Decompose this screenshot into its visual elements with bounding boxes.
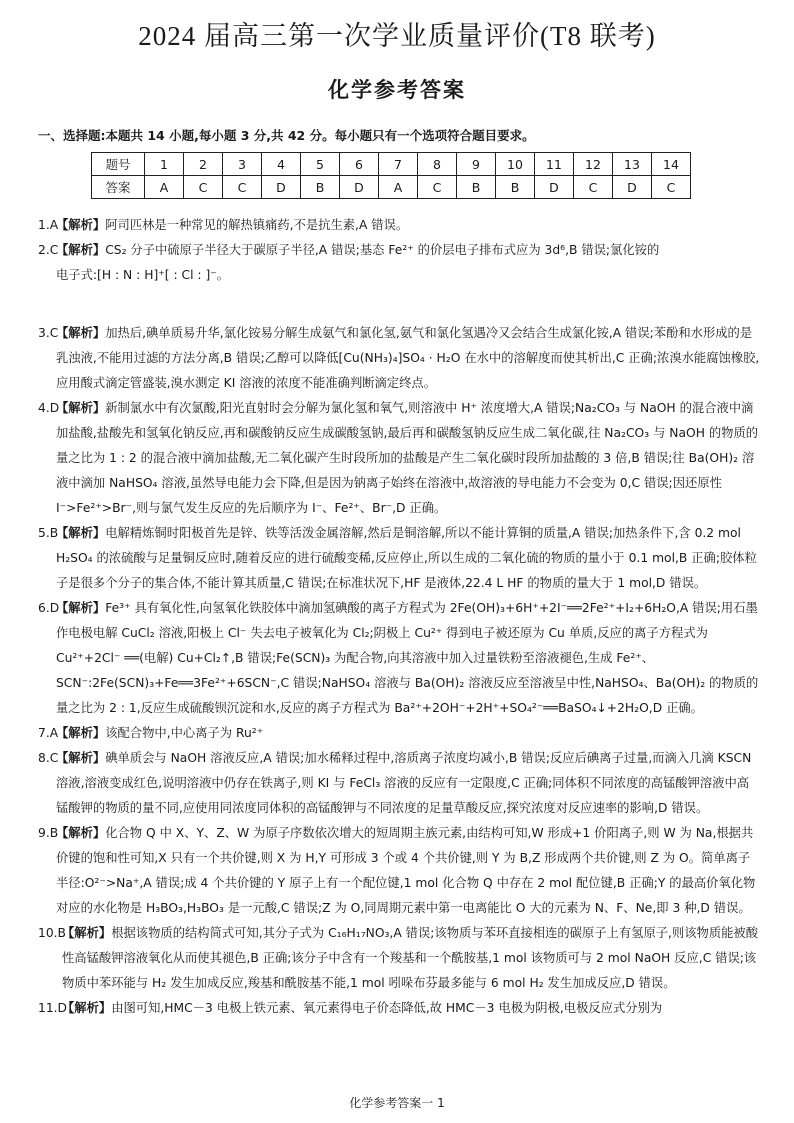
analysis-tag: 【解析】: [56, 751, 106, 765]
analysis-tag: 【解析】: [56, 726, 106, 740]
item-text: 新制氯水中有次氯酸,阳光直射时会分解为氯化氢和氧气,则溶液中 H⁺ 浓度增大,A 错误;Na₂CO₃ 与 NaOH 的混合液中滴加盐酸,盐酸先和氢氧化钠反应,再和碳酸钠反应生成碳酸氢钠,最后再和碳酸氢钠反应生成二氧化碳,往 Na₂CO₃ 与 NaOH 的物质的量之比为 1 : 2 的混合液中滴加盐酸,无二氧化碳产生时段所加的盐酸是产生二氧化碳时段所加盐酸的 3 倍,B 错误;往 Ba(OH)₂ 溶液中滴加 NaHSO₄ 溶液,虽然导电能力会下降,但是因为钠离子始终在溶液中,故溶液的导电能力不会变为 0,C 错误;因还原性 I⁻>Fe²⁺>Br⁻,则与氯气发生反应的先后顺序为 I⁻、Fe²⁺、Br⁻,D 正确。: [56, 401, 759, 515]
page-title: 2024 届高三第一次学业质量评价(T8 联考): [138, 21, 656, 51]
section-heading: 一、选择题:本题共 14 小题,每小题 3 分,共 42 分。每小题只有一个选项符合题目要求。: [38, 128, 535, 143]
explanation-item: [38, 821, 760, 921]
explanation-item: [38, 213, 760, 238]
explanation-item: [38, 996, 760, 1021]
answer-row: [92, 176, 691, 199]
item-number: 2.C: [38, 243, 59, 257]
analysis-tag: 【解析】: [56, 401, 106, 415]
number-cell: 4: [262, 153, 301, 176]
analysis-tag: 【解析】: [62, 926, 112, 940]
answer-cell: C: [652, 176, 691, 199]
page-subtitle: 化学参考答案: [328, 78, 466, 102]
number-cell: 2: [184, 153, 223, 176]
analysis-tag: 【解析】: [62, 1001, 112, 1015]
item-text: 该配合物中,中心离子为 Ru²⁺: [105, 726, 264, 740]
analysis-tag: 【解析】: [56, 826, 106, 840]
answer-cell: D: [535, 176, 574, 199]
item-text: 根据该物质的结构简式可知,其分子式为 C₁₆H₁₇NO₃,A 错误;该物质与苯环直接相连的碳原子上有氢原子,则该物质能被酸性高锰酸钾溶液氧化从而使其褪色,B 正确;该分子中含有一个羧基和一个酰胺基,1 mol 该物质可与 2 mol NaOH 反应,C 错误;该物质中苯环能与 H₂ 发生加成反应,羧基和酰胺基不能,1 mol 吲哚布芬最多能与 6 mol H₂ 发生加成反应,D 错误。: [62, 926, 759, 990]
answer-cell: A: [145, 176, 184, 199]
item-text: 电子式:[H : N : H]⁺[ : Cl : ]⁻。: [56, 268, 230, 282]
number-cell: 6: [340, 153, 379, 176]
item-text: 电解精炼铜时阳极首先是锌、铁等活泼金属溶解,然后是铜溶解,所以不能计算铜的质量,A 错误;加热条件下,含 0.2 mol H₂SO₄ 的浓硫酸与足量铜反应时,随着反应的进行硫酸变稀,反应停止,所以生成的二氧化硫的物质的量小于 0.1 mol,B 正确;胶体粒子是很多个分子的集合体,不能计算其质量,C 错误;在标准状况下,HF 是液体,22.4 L HF 的物质的量大于 1 mol,D 错误。: [56, 526, 757, 590]
number-cell: 10: [496, 153, 535, 176]
item-number: 6.D: [38, 601, 60, 615]
number-cell: 3: [223, 153, 262, 176]
item-text: 由图可知,HMC－3 电极上铁元素、氧元素得电子价态降低,故 HMC－3 电极为阴极,电极反应式分别为: [111, 1001, 663, 1015]
analysis-tag: 【解析】: [56, 601, 106, 615]
answer-cell: D: [613, 176, 652, 199]
question-number-row: [92, 153, 691, 176]
answer-table: [91, 152, 691, 199]
item-number: 7.A: [38, 726, 59, 740]
item-number: 11.D: [38, 1001, 68, 1015]
answer-cell: B: [301, 176, 340, 199]
answer-cell: C: [223, 176, 262, 199]
number-cell: 8: [418, 153, 457, 176]
explanation-item: [38, 746, 760, 821]
item-text: Fe³⁺ 具有氧化性,向氢氧化铁胶体中滴加氢碘酸的离子方程式为 2Fe(OH)₃+6H⁺+2I⁻══2Fe²⁺+I₂+6H₂O,A 错误;用石墨作电极电解 CuCl₂ 溶液,阳极上 Cl⁻ 失去电子被氧化为 Cl₂;阴极上 Cu²⁺ 得到电子被还原为 Cu 单质,反应的离子方程式为 Cu²⁺+2Cl⁻ ══(电解) Cu+Cl₂↑,B 错误;Fe(SCN)₃ 为配合物,向其溶液中加入过量铁粉至溶液褪色,生成 Fe²⁺、SCN⁻:2Fe(SCN)₃+Fe══3Fe²⁺+6SCN⁻,C 错误;NaHSO₄ 溶液与 Ba(OH)₂ 溶液反应至溶液呈中性,NaHSO₄、Ba(OH)₂ 的物质的量之比为 2 : 1,反应生成硫酸钡沉淀和水,反应的离子方程式为 Ba²⁺+2OH⁻+2H⁺+SO₄²⁻══BaSO₄↓+2H₂O,D 正确。: [56, 601, 759, 715]
explanation-item: [38, 921, 760, 996]
item-text: 阿司匹林是一种常见的解热镇痛药,不是抗生素,A 错误。: [105, 218, 409, 232]
row-label: 答案: [92, 176, 145, 199]
explanation-item: [38, 721, 760, 746]
item-number: 8.C: [38, 751, 59, 765]
number-cell: 1: [145, 153, 184, 176]
number-cell: 14: [652, 153, 691, 176]
answer-cell: D: [340, 176, 379, 199]
answer-cell: B: [457, 176, 496, 199]
item-number: 10.B: [38, 926, 66, 940]
explanation-item: [38, 238, 760, 263]
item-number: 3.C: [38, 326, 59, 340]
item-text: 碘单质会与 NaOH 溶液反应,A 错误;加水稀释过程中,溶质离子浓度均减小,B 错误;反应后碘离子过量,而滴入几滴 KSCN 溶液,溶液变成红色,说明溶液中仍存在铁离子,则 KI 与 FeCl₃ 溶液的反应有一定限度,C 正确;同体积不同浓度的高锰酸钾溶液中高锰酸钾的物质的量不同,应使用同浓度同体积的高锰酸钾与不同浓度的足量草酸反应,探究浓度对反应速率的影响,D 错误。: [56, 751, 752, 815]
number-cell: 9: [457, 153, 496, 176]
answer-cell: C: [574, 176, 613, 199]
item-number: 5.B: [38, 526, 59, 540]
analysis-tag: 【解析】: [56, 526, 106, 540]
item-text: CS₂ 分子中硫原子半径大于碳原子半径,A 错误;基态 Fe²⁺ 的价层电子排布式应为 3d⁶,B 错误;氯化铵的: [105, 243, 660, 257]
item-number: 4.D: [38, 401, 60, 415]
explanations: [38, 213, 760, 1021]
item-text: 加热后,碘单质易升华,氯化铵易分解生成氨气和氯化氢,氨气和氯化氢遇冷又会结合生成氯化铵,A 错误;苯酚和水形成的是乳浊液,不能用过滤的方法分离,B 错误;乙醇可以降低[Cu(NH₃)₄]SO₄ · H₂O 在水中的溶解度而使其析出,C 正确;浓溴水能腐蚀橡胶,应用酸式滴定管盛装,溴水测定 KI 溶液的浓度不能准确判断滴定终点。: [56, 326, 760, 390]
number-cell: 12: [574, 153, 613, 176]
answer-cell: A: [379, 176, 418, 199]
answer-cell: B: [496, 176, 535, 199]
item-number: 9.B: [38, 826, 59, 840]
item-number: 1.A: [38, 218, 59, 232]
analysis-tag: 【解析】: [56, 326, 106, 340]
answer-cell: C: [418, 176, 457, 199]
number-cell: 11: [535, 153, 574, 176]
page-footer: 化学参考答案一 1: [349, 1096, 445, 1110]
explanation-item: [38, 321, 760, 396]
explanation-item: [38, 521, 760, 596]
explanation-item: [38, 596, 760, 721]
answer-cell: D: [262, 176, 301, 199]
explanation-item: [38, 396, 760, 521]
electron-formula-line: [38, 263, 760, 321]
number-cell: 5: [301, 153, 340, 176]
number-cell: 7: [379, 153, 418, 176]
number-cell: 13: [613, 153, 652, 176]
analysis-tag: 【解析】: [56, 218, 106, 232]
row-label: 题号: [92, 153, 145, 176]
answer-cell: C: [184, 176, 223, 199]
item-text: 化合物 Q 中 X、Y、Z、W 为原子序数依次增大的短周期主族元素,由结构可知,W 形成+1 价阳离子,则 W 为 Na,根据共价键的饱和性可知,X 只有一个共价键,则 X 为 H,Y 可形成 3 个或 4 个共价键,则 Y 为 B,Z 形成两个共价键,则 Z 为 O。简单离子半径:O²⁻>Na⁺,A 错误;成 4 个共价键的 Y 原子上有一个配位键,1 mol 化合物 Q 中存在 2 mol 配位键,B 正确;Y 的最高价氧化物对应的水化物是 H₃BO₃,H₃BO₃ 是一元酸,C 错误;Z 为 O,同周期元素中第一电离能比 O 大的元素为 N、F、Ne,即 3 种,D 错误。: [56, 826, 756, 915]
analysis-tag: 【解析】: [56, 243, 106, 257]
